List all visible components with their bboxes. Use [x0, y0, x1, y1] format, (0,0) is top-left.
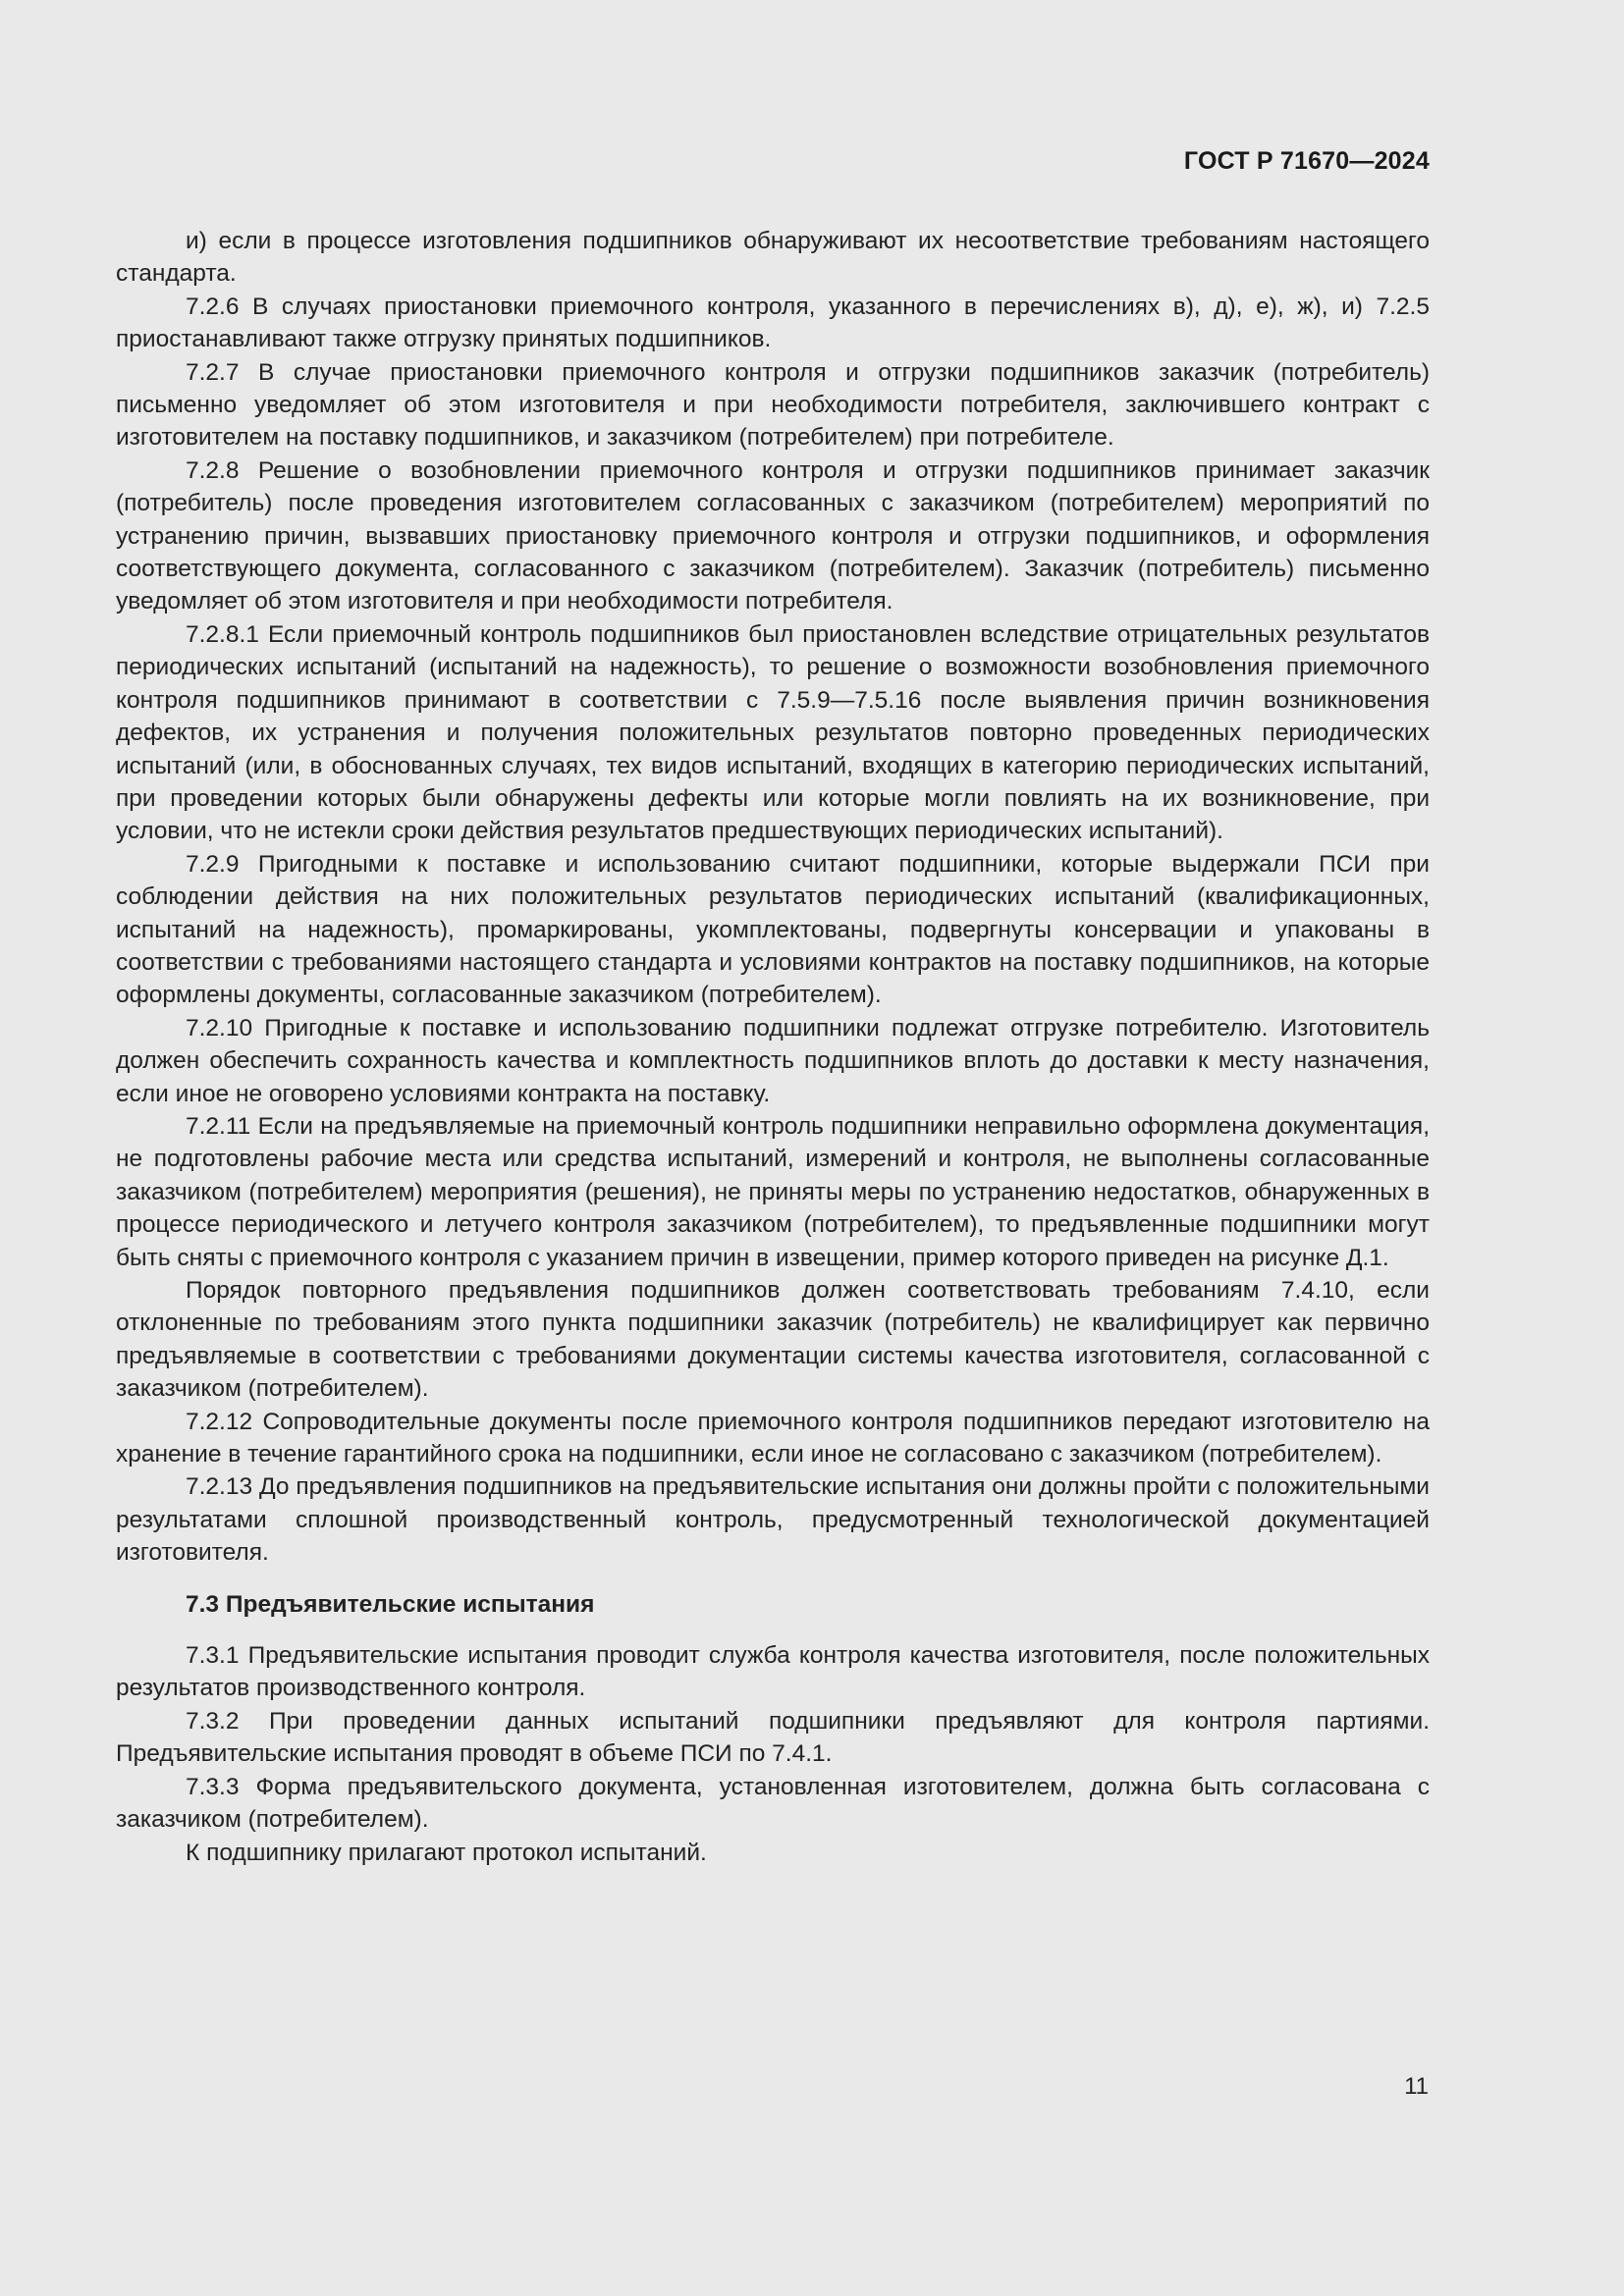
- page-number: 11: [1404, 2073, 1429, 2100]
- paragraph-7-3-1: 7.3.1 Предъявительские испытания проводит служба контроля качества изготовителя, после положительных результатов производственного контроля.: [116, 1642, 1430, 1702]
- paragraph-7-2-13: 7.2.13 До предъявления подшипников на предъявительские испытания они должны пройти с положительными результатами сплошной производственный контроль, предусмотренный технологической документацией изготовителя.: [116, 1473, 1430, 1567]
- paragraph-7-3-3: 7.3.3 Форма предъявительского документа, установленная изготовителем, должна быть согласована с заказчиком (потребителем).: [116, 1773, 1430, 1834]
- paragraph-7-2-8-1: 7.2.8.1 Если приемочный контроль подшипников был приостановлен вследствие отрицательных результатов периодических испытаний (испытаний на надежность), то решение о возможности возобновления приемочного контроля подшипников принимают в соответствии с 7.5.9—7.5.16 после выявления причин возникновения дефектов, их устранения и получения положительных результатов повторно проведенных периодических испытаний (или, в обоснованных случаях, тех видов испытаний, входящих в категорию периодических испытаний, при проведении которых были обнаружены дефекты или которые могли повлиять на их возникновение, при условии, что не истекли сроки действия результатов предшествующих периодических испытаний).: [116, 620, 1430, 845]
- paragraph-7-2-8: 7.2.8 Решение о возобновлении приемочного контроля и отгрузки подшипников принимает заказчик (потребитель) после проведения изготовителем согласованных с заказчиком (потребителем) мероприятий по устранению причин, вызвавших приостановку приемочного контроля и отгрузки подшипников, и оформления соответствующего документа, согласованного с заказчиком (потребителем). Заказчик (потребитель) письменно уведомляет об этом изготовителя и при необходимости потребителя.: [116, 456, 1430, 615]
- document-id-header: ГОСТ Р 71670—2024: [1183, 147, 1430, 175]
- section-heading-7-3: 7.3 Предъявительские испытания: [186, 1590, 595, 1618]
- paragraph-test-protocol: К подшипнику прилагают протокол испытаний.: [186, 1839, 707, 1866]
- paragraph-7-3-2: 7.3.2 При проведении данных испытаний подшипники предъявляют для контроля партиями. Предъявительские испытания проводят в объеме ПСИ по 7.4.1.: [116, 1707, 1430, 1768]
- paragraph-7-2-7: 7.2.7 В случае приостановки приемочного контроля и отгрузки подшипников заказчик (потребитель) письменно уведомляет об этом изготовителя и при необходимости потребителя, заключившего контракт с изготовителем на поставку подшипников, и заказчиком (потребителем) при потребителе.: [116, 358, 1430, 452]
- paragraph-7-2-6: 7.2.6 В случаях приостановки приемочного контроля, указанного в перечислениях в), д), е), ж), и) 7.2.5 приостанавливают также отгрузку принятых подшипников.: [116, 293, 1430, 353]
- paragraph-7-2-10: 7.2.10 Пригодные к поставке и использованию подшипники подлежат отгрузке потребителю. Изготовитель должен обеспечить сохранность качества и комплектность подшипников вплоть до доставки к месту назначения, если иное не оговорено условиями контракта на поставку.: [116, 1014, 1430, 1107]
- paragraph-resubmission-order: Порядок повторного предъявления подшипников должен соответствовать требованиям 7.4.10, если отклоненные по требованиям этого пункта подшипники заказчик (потребитель) не квалифицирует как первично предъявляемые в соответствии с требованиями документации системы качества изготовителя, согласованной с заказчиком (потребителем).: [116, 1277, 1430, 1403]
- document-body: [116, 225, 1430, 1869]
- paragraph-7-2-11: 7.2.11 Если на предъявляемые на приемочный контроль подшипники неправильно оформлена документация, не подготовлены рабочие места или средства испытаний, измерений и контроля, не выполнены согласованные заказчиком (потребителем) мероприятия (решения), не приняты меры по устранению недостатков, обнаруженных в процессе периодического и летучего контроля заказчиком (потребителем), то предъявленные подшипники могут быть сняты с приемочного контроля с указанием причин в извещении, пример которого приведен на рисунке Д.1.: [116, 1112, 1430, 1271]
- paragraph-item-i: и) если в процессе изготовления подшипников обнаруживают их несоответствие требованиям настоящего стандарта.: [116, 228, 1430, 288]
- paragraph-7-2-9: 7.2.9 Пригодными к поставке и использованию считают подшипники, которые выдержали ПСИ при соблюдении действия на них положительных результатов периодических испытаний (квалификационных, испытаний на надежность), промаркированы, укомплектованы, подвергнуты консервации и упакованы в соответствии с требованиями настоящего стандарта и условиями контрактов на поставку подшипников, на которые оформлены документы, согласованные заказчиком (потребителем).: [116, 850, 1430, 1009]
- paragraph-7-2-12: 7.2.12 Сопроводительные документы после приемочного контроля подшипников передают изготовителю на хранение в течение гарантийного срока на подшипники, если иное не согласовано с заказчиком (потребителем).: [116, 1408, 1430, 1468]
